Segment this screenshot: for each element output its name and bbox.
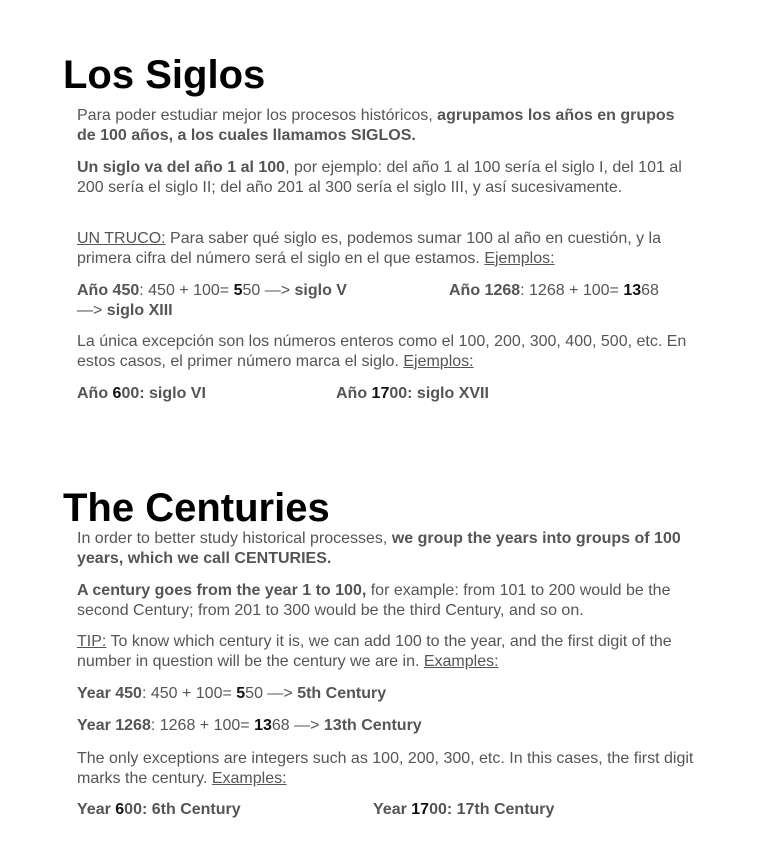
example-highlight: 17	[411, 801, 430, 818]
intro-bold-text: we group the years into groups of 100 years, which we call CENTURIES.	[77, 530, 681, 567]
paragraph-intro-en	[77, 529, 695, 568]
paragraph-exception-en	[77, 749, 695, 788]
example-year: Año	[336, 385, 372, 402]
page-title-es: Los Siglos	[63, 53, 266, 97]
example-result: siglo XIII	[106, 302, 173, 319]
definition-bold-text: Un siglo va del año 1 al 100	[77, 159, 286, 176]
intro-text: Para poder estudiar mejor los procesos históricos,	[77, 107, 438, 124]
example-rest: 68	[641, 282, 659, 299]
example-highlight: 13	[254, 717, 272, 734]
example-result: 00: 6th Century	[124, 801, 241, 818]
example-rest: 68 —>	[271, 717, 324, 734]
example-rest: 50 —>	[242, 282, 295, 299]
example-calc: : 1268 + 100=	[150, 717, 255, 734]
tip-text: Para saber qué siglo es, podemos sumar 100 al año en cuestión, y la primera cifra del número será el siglo en el que estamos.	[77, 230, 661, 267]
exception-text: La única excepción son los números enteros como el 100, 200, 300, 400, 500, etc. En estos casos, el primer número marca el siglo.	[77, 333, 687, 370]
examples-row-2-es	[77, 384, 695, 404]
example-year: Año 450	[77, 282, 140, 299]
example-calc: : 450 + 100=	[139, 282, 234, 299]
example-year: Year 1268	[77, 717, 151, 734]
examples-row-2-en	[77, 800, 695, 820]
definition-text: , por ejemplo: del año 1 al 100 sería el siglo I, del 101 al 200 sería el siglo II; del año 201 al 300 sería el siglo III, y así sucesivamente.	[77, 159, 682, 196]
example-highlight: 6	[115, 801, 125, 818]
example-year: Year	[77, 801, 116, 818]
example-year: Year 450	[77, 685, 142, 702]
example-year: Year	[373, 801, 412, 818]
definition-text: for example: from 101 to 200 would be the second Century; from 201 to 300 would be the third Century, and so on.	[77, 582, 671, 619]
example-arrow: —>	[77, 302, 107, 319]
example-result: siglo V	[294, 282, 347, 299]
example-450-es	[77, 281, 449, 301]
examples-label: Examples:	[423, 652, 499, 670]
intro-text: In order to better study historical processes,	[77, 530, 392, 547]
example-highlight: 5	[233, 282, 243, 299]
examples-row-1-es	[77, 281, 695, 321]
paragraph-definition-es	[77, 158, 695, 197]
example-1700-en	[373, 800, 554, 820]
tip-label: UN TRUCO:	[77, 230, 166, 247]
examples-label: Ejemplos:	[403, 352, 474, 370]
definition-bold-text: A century goes from the year 1 to 100,	[77, 582, 367, 599]
example-year: Año 1268	[449, 282, 521, 299]
examples-label: Examples:	[211, 769, 287, 787]
example-1700-es	[336, 384, 489, 404]
example-year: Año	[77, 385, 113, 402]
example-1268-en	[77, 716, 695, 736]
example-450-en	[77, 684, 695, 704]
example-rest: 50 —>	[245, 685, 298, 702]
paragraph-intro-es	[77, 106, 695, 145]
example-highlight: 6	[112, 385, 122, 402]
example-result: 13th Century	[323, 717, 422, 734]
example-result: 00: siglo VI	[121, 385, 206, 402]
examples-label: Ejemplos:	[484, 249, 555, 267]
example-600-en	[77, 800, 241, 820]
example-result: 00: siglo XVII	[389, 385, 489, 402]
example-result: 00: 17th Century	[429, 801, 555, 818]
example-highlight: 13	[623, 282, 642, 299]
example-600-es	[77, 384, 206, 404]
tip-label: TIP:	[77, 633, 107, 650]
tip-text: To know which century it is, we can add 100 to the year, and the first digit of the number in question will be the century we are in.	[77, 633, 672, 670]
example-1268-es	[449, 281, 699, 301]
example-1268-es-continued	[77, 301, 173, 321]
paragraph-tip-es	[77, 229, 695, 268]
exception-text: The only exceptions are integers such as 100, 200, 300, etc. In this cases, the first digit marks the century.	[77, 750, 694, 787]
example-highlight: 17	[371, 385, 390, 402]
example-highlight: 5	[236, 685, 246, 702]
example-calc: : 1268 + 100=	[520, 282, 624, 299]
page-title-en: The Centuries	[63, 486, 330, 530]
example-result: 5th Century	[297, 685, 387, 702]
paragraph-exception-es	[77, 332, 695, 371]
paragraph-definition-en	[77, 581, 695, 620]
example-calc: : 450 + 100=	[141, 685, 237, 702]
intro-bold-text: agrupamos los años en grupos de 100 años, a los cuales llamamos SIGLOS.	[77, 107, 675, 144]
paragraph-tip-en	[77, 632, 695, 671]
